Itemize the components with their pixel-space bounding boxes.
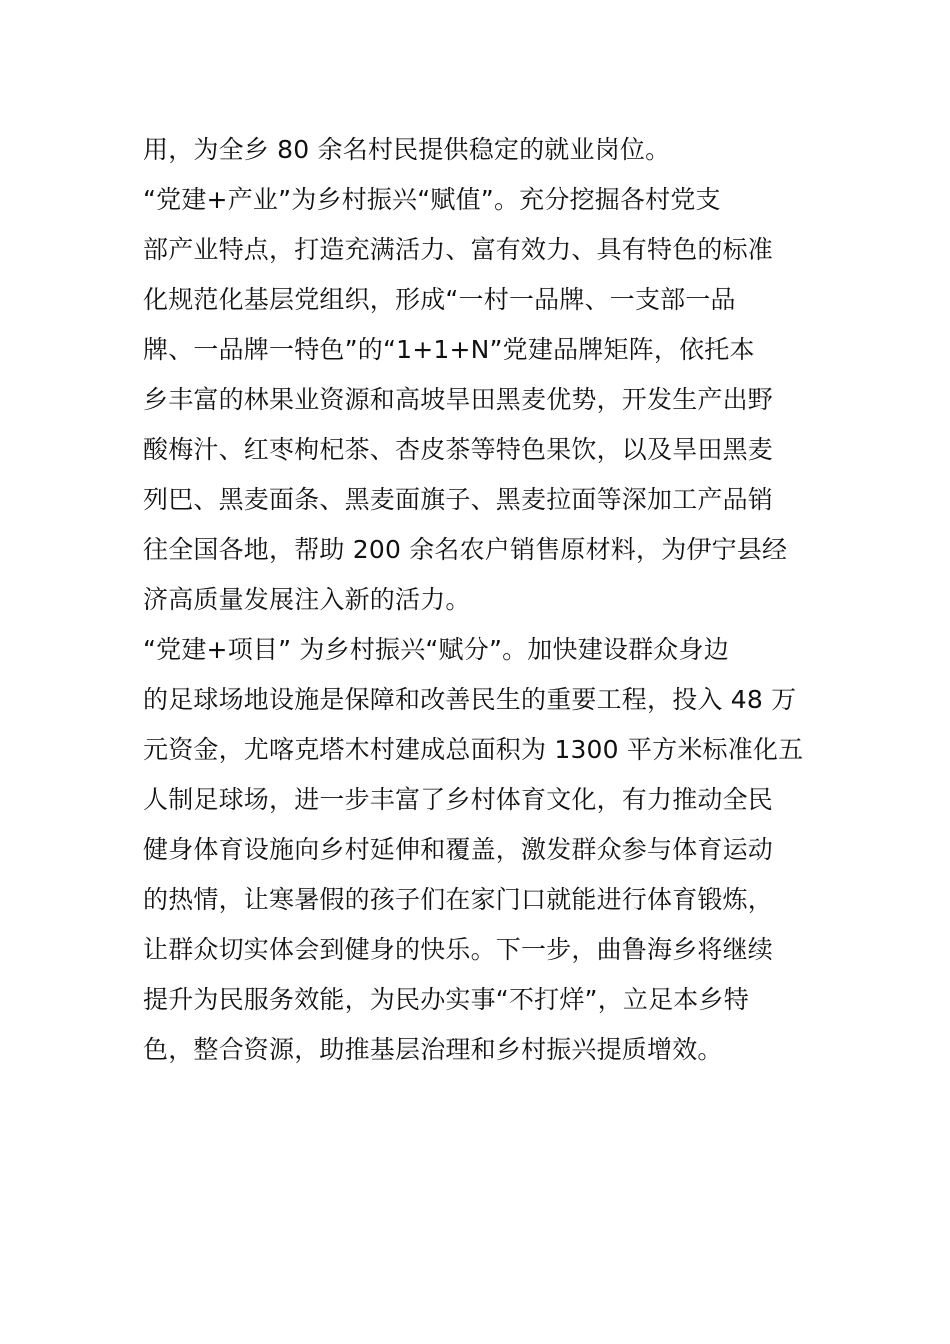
text-line: 化规范化基层党组织，形成“一村一品牌、一支部一品: [143, 285, 736, 314]
text-line: 的热情，让寒暑假的孩子们在家门口就能进行体育锻炼，: [143, 885, 774, 914]
text-line: 用，为全乡 80 余名村民提供稳定的就业岗位。: [143, 135, 671, 164]
text-line: 的足球场地设施是保障和改善民生的重要工程，投入 48 万: [143, 685, 797, 714]
text-line: 提升为民服务效能，为民办实事“不打烊”，立足本乡特: [143, 985, 749, 1014]
text-line: 乡丰富的林果业资源和高坡旱田黑麦优势，开发生产出野: [143, 385, 774, 414]
text-line: 列巴、黑麦面条、黑麦面旗子、黑麦拉面等深加工产品销: [143, 485, 774, 514]
text-line: 牌、一品牌一特色”的“1+1+N”党建品牌矩阵，依托本: [143, 335, 755, 364]
text-line: 部产业特点，打造充满活力、富有效力、具有特色的标准: [143, 235, 774, 264]
text-line: 人制足球场，进一步丰富了乡村体育文化，有力推动全民: [143, 785, 774, 814]
text-line: 济高质量发展注入新的活力。: [143, 585, 471, 614]
body-text: [143, 125, 808, 1075]
text-line: “党建+产业”为乡村振兴“赋值”。充分挖掘各村党支: [143, 185, 721, 214]
text-line: 让群众切实体会到健身的快乐。下一步，曲鲁海乡将继续: [143, 935, 774, 964]
text-line: 酸梅汁、红枣枸杞茶、杏皮茶等特色果饮，以及旱田黑麦: [143, 435, 774, 464]
text-line: 往全国各地，帮助 200 余名农户销售原材料，为伊宁县经: [143, 535, 788, 564]
text-line: “党建+项目” 为乡村振兴“赋分”。加快建设群众身边: [143, 635, 729, 664]
text-line: 色，整合资源，助推基层治理和乡村振兴提质增效。: [143, 1035, 723, 1064]
text-line: 健身体育设施向乡村延伸和覆盖，激发群众参与体育运动: [143, 835, 774, 864]
text-line: 元资金，尤喀克塔木村建成总面积为 1300 平方米标准化五: [143, 735, 804, 764]
